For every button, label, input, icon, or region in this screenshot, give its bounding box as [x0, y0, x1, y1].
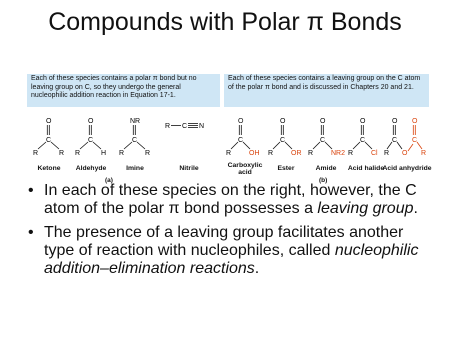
- svg-text:O: O: [412, 118, 418, 125]
- aldehyde-label: Aldehyde: [75, 165, 107, 172]
- imine-nr: NR: [130, 118, 141, 125]
- svg-text:O: O: [238, 118, 244, 125]
- polar-pi-bond-figure: [27, 74, 432, 184]
- aldehyde-structure: [71, 110, 111, 170]
- svg-text:O: O: [360, 118, 366, 125]
- svg-text:C: C: [88, 137, 94, 144]
- svg-text:C: C: [238, 137, 244, 144]
- nitrile-n: N: [199, 123, 205, 130]
- panel-a-tag: (a): [105, 177, 113, 184]
- carboxylic-acid-leaving-group: OH: [249, 150, 260, 157]
- svg-text:O: O: [392, 118, 398, 125]
- nitrile-structure: [161, 110, 217, 170]
- carboxylic-acid-structure: [224, 110, 266, 170]
- ketone-structure: [29, 110, 69, 170]
- acid-halide-r: R: [348, 150, 354, 157]
- svg-text:C: C: [412, 137, 418, 144]
- acid-halide-structure: [346, 110, 386, 170]
- aldehyde-r: R: [75, 150, 81, 157]
- imine-label: Imine: [126, 165, 144, 172]
- bullet-emphasis: nucleophilic addition–elimination reactions: [44, 242, 419, 277]
- acid-anhydride-label: Acid anhydride: [382, 165, 432, 172]
- nitrile-c: C: [182, 123, 188, 130]
- acid-halide-label: Acid halide: [347, 165, 385, 172]
- nitrile-label: Nitrile: [179, 165, 199, 172]
- panel-a: [27, 74, 220, 184]
- ester-structure: [266, 110, 306, 170]
- nitrile-r: R: [165, 123, 171, 130]
- panel-b: [224, 74, 432, 184]
- imine-r1: R: [119, 150, 125, 157]
- imine-structure: [115, 110, 155, 170]
- acid-anhydride-r1: R: [384, 150, 390, 157]
- ketone-r2: R: [59, 150, 65, 157]
- svg-text:O: O: [320, 118, 326, 125]
- svg-text:C: C: [46, 137, 52, 144]
- bullet-list: [28, 182, 438, 284]
- svg-text:C: C: [392, 137, 398, 144]
- svg-text:C: C: [360, 137, 366, 144]
- ester-label: Ester: [277, 165, 295, 172]
- slide-title: Compounds with Polar π Bonds: [48, 8, 402, 36]
- panel-b-tag: (b): [319, 177, 328, 184]
- acid-halide-leaving-group: Cl: [371, 150, 378, 157]
- bullet-dot: •: [28, 224, 34, 241]
- bullet-item: [28, 224, 438, 278]
- panel-b-caption: Each of these species contains a leaving group on the C atom of the polar π bond and is discussed in Chapters 20 and 21.: [224, 74, 429, 107]
- bullet-emphasis: leaving group: [317, 200, 414, 217]
- bullet-end: .: [413, 200, 418, 217]
- ketone-label: Ketone: [37, 165, 61, 172]
- acid-anhydride-leaving-group: O: [402, 150, 408, 157]
- panel-a-caption: Each of these species contains a polar π bond but no leaving group on C, so they undergo the general nucleophilic addition reaction in Equation 17-1.: [27, 74, 220, 107]
- bullet-dot: •: [28, 182, 34, 199]
- amide-leaving-group: NR2: [331, 150, 346, 157]
- aldehyde-oxygen: O: [88, 118, 94, 125]
- bullet-end: .: [254, 260, 260, 277]
- ester-leaving-group: OR: [291, 150, 302, 157]
- ester-r: R: [268, 150, 274, 157]
- carboxylic-acid-r: R: [226, 150, 232, 157]
- amide-structure: [306, 110, 346, 170]
- ketone-r1: R: [33, 150, 39, 157]
- svg-text:C: C: [280, 137, 286, 144]
- aldehyde-h: H: [101, 150, 107, 157]
- amide-r: R: [308, 150, 314, 157]
- ketone-oxygen: O: [46, 118, 52, 125]
- bullet-text: The presence of a leaving group facilitates another type of reaction with nucleophiles, called: [44, 224, 404, 259]
- amide-label: Amide: [315, 165, 337, 172]
- bullet-item: [28, 182, 438, 218]
- carboxylic-acid-label: Carboxylic acid: [227, 162, 263, 177]
- imine-r2: R: [145, 150, 151, 157]
- svg-text:O: O: [280, 118, 286, 125]
- acid-anhydride-structure: [384, 110, 429, 170]
- svg-text:C: C: [132, 137, 138, 144]
- svg-text:C: C: [320, 137, 326, 144]
- bullet-text: In each of these species on the right, however, the C atom of the polar π bond possesses a: [44, 182, 417, 217]
- acid-anhydride-r2: R: [421, 150, 427, 157]
